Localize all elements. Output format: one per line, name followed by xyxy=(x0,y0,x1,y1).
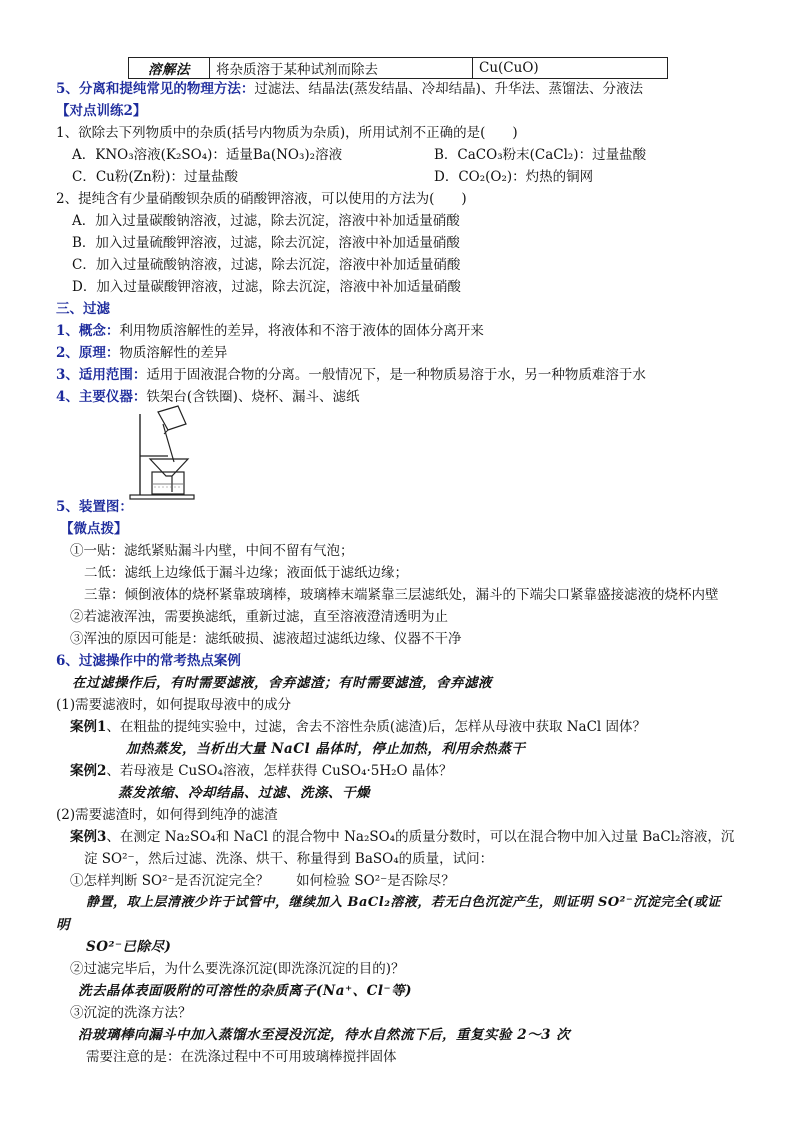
section-6-heading: 6、过滤操作中的常考热点案例 xyxy=(56,653,241,669)
point-4-text: 铁架台(含铁圈)、烧杯、漏斗、滤纸 xyxy=(146,389,360,405)
point-1-text: 利用物质溶解性的差异，将液体和不溶于液体的固体分离开来 xyxy=(119,323,484,339)
case-3-question-3: ③沉淀的洗涤方法？ xyxy=(70,1005,192,1021)
point-5-heading: 5、装置图： xyxy=(56,499,133,515)
case-2-answer: 蒸发浓缩、冷却结晶、过滤、洗涤、干燥 xyxy=(118,785,370,801)
point-2 xyxy=(56,343,227,363)
section-5-heading: 分离和提纯常见的物理方法： xyxy=(78,81,255,97)
q1-option-d: D．CO₂(O₂)：灼热的铜网 xyxy=(434,169,594,185)
case-3-answer-3: 沿玻璃棒向漏斗中加入蒸馏水至浸没沉淀，待水自然流下后，重复实验 2～3 次 xyxy=(78,1027,571,1043)
case-3-note: 需要注意的是：在洗涤过程中不可用玻璃棒搅拌固体 xyxy=(86,1049,397,1065)
point-3-heading: 3、适用范围： xyxy=(56,367,147,383)
q1-stem: 1、欲除去下列物质中的杂质(括号内物质为杂质)，所用试剂不正确的是( ) xyxy=(56,125,518,141)
section-6-lead: 在过滤操作后，有时需要滤液，舍弃滤渣；有时需要滤渣，舍弃滤液 xyxy=(72,675,492,691)
tips-tag: 【微点拨】 xyxy=(60,521,128,537)
case-2 xyxy=(70,761,452,781)
case-2-tag: 案例2 xyxy=(70,763,107,779)
subsection-1: (1)需要滤液时，如何提取母液中的成分 xyxy=(56,697,292,713)
filtration-apparatus-diagram xyxy=(128,404,218,502)
table-cell-desc: 将杂质溶于某种试剂而除去 xyxy=(210,58,473,79)
tip-1: ①一贴：滤纸紧贴漏斗内壁，中间不留有气泡； xyxy=(70,543,354,559)
case-3-tag: 案例3 xyxy=(70,829,107,845)
tip-4: ②若滤液浑浊，需要换滤纸，重新过滤，直至溶液澄清透明为止 xyxy=(70,609,448,625)
subsection-2: (2)需要滤渣时，如何得到纯净的滤渣 xyxy=(56,807,278,823)
point-2-text: 物质溶解性的差异 xyxy=(119,345,228,361)
case-3-text: 、在测定 Na₂SO₄和 NaCl 的混合物中 Na₂SO₄的质量分数时，可以在混合物中加入过量 BaCl₂溶液，沉 xyxy=(106,829,735,845)
case-3-question-2: ②过滤完毕后，为什么要洗涤沉淀(即洗涤沉淀的目的)？ xyxy=(70,961,405,977)
table-cell-example: Cu(CuO) xyxy=(473,58,668,79)
case-3-answer-2: 洗去晶体表面吸附的可溶性的杂质离子(Na⁺、Cl⁻等) xyxy=(78,983,412,999)
q2-option-d: D．加入过量碳酸钾溶液，过滤，除去沉淀，溶液中补加适量硝酸 xyxy=(72,279,461,295)
q2-option-b: B．加入过量硫酸钾溶液，过滤，除去沉淀，溶液中补加适量硝酸 xyxy=(72,235,460,251)
case-1-answer: 加热蒸发，当析出大量 NaCl 晶体时，停止加热，利用余热蒸干 xyxy=(126,741,526,757)
q1-option-b: B．CaCO₃粉末(CaCl₂)：过量盐酸 xyxy=(434,147,647,163)
section-3-heading: 三、过滤 xyxy=(56,301,110,317)
table-cell-method: 溶解法 xyxy=(129,58,210,79)
q1-option-a: A．KNO₃溶液(K₂SO₄)：适量Ba(NO₃)₂溶液 xyxy=(72,147,343,163)
case-2-text: 、若母液是 CuSO₄溶液，怎样获得 CuSO₄·5H₂O 晶体？ xyxy=(106,763,453,779)
tip-3: 三靠：倾倒液体的烧杯紧靠玻璃棒，玻璃棒末端紧靠三层滤纸处，漏斗的下端尖口紧靠盛接滤液的烧杯内壁 xyxy=(84,587,719,603)
section-5-line xyxy=(56,79,643,99)
separation-table xyxy=(128,57,668,79)
case-1-tag: 案例1 xyxy=(70,719,107,735)
q2-option-c: C．加入过量硫酸钠溶液，过滤，除去沉淀，溶液中补加适量硝酸 xyxy=(72,257,461,273)
section-5-num: 5、 xyxy=(56,81,79,97)
case-3-answer-1-end: SO²⁻已除尽) xyxy=(86,939,172,955)
case-3-answer-1-cont: 明 xyxy=(56,917,70,933)
section-5-text: 过滤法、结晶法(蒸发结晶、冷却结晶)、升华法、蒸馏法、分液法 xyxy=(254,81,643,97)
point-1-heading: 1、概念： xyxy=(56,323,120,339)
tip-2: 二低：滤纸上边缘低于漏斗边缘；液面低于滤纸边缘； xyxy=(84,565,408,581)
case-1-text: 、在粗盐的提纯实验中，过滤，舍去不溶性杂质(滤渣)后，怎样从母液中获取 NaCl 固体？ xyxy=(106,719,647,735)
q1-option-c: C．Cu粉(Zn粉)：过量盐酸 xyxy=(72,169,238,185)
case-3-question-1: ①怎样判断 SO²⁻是否沉淀完全？ 如何检验 SO²⁻是否除尽？ xyxy=(70,873,455,889)
point-2-heading: 2、原理： xyxy=(56,345,120,361)
case-3-text-2: 淀 SO²⁻，然后过滤、洗涤、烘干、称量得到 BaSO₄的质量，试问： xyxy=(84,851,494,867)
case-1 xyxy=(70,717,646,737)
q2-stem: 2、提纯含有少量硝酸钡杂质的硝酸钾溶液，可以使用的方法为( ) xyxy=(56,191,467,207)
case-3-answer-1: 静置，取上层清液少许于试管中，继续加入 BaCl₂溶液，若无白色沉淀产生，则证明 SO²⁻沉淀完全(或证 xyxy=(86,895,721,910)
point-4-heading: 4、主要仪器： xyxy=(56,389,147,405)
point-1 xyxy=(56,321,484,341)
q2-option-a: A．加入过量碳酸钠溶液，过滤，除去沉淀，溶液中补加适量硝酸 xyxy=(72,213,460,229)
tip-5: ③浑浊的原因可能是：滤纸破损、滤液超过滤纸边缘、仪器不干净 xyxy=(70,631,462,647)
training-tag: 【对点训练2】 xyxy=(56,103,147,119)
case-3 xyxy=(70,827,734,847)
table-row xyxy=(129,58,668,79)
point-3-text: 适用于固液混合物的分离。一般情况下，是一种物质易溶于水，另一种物质难溶于水 xyxy=(146,367,646,383)
point-3 xyxy=(56,365,646,385)
